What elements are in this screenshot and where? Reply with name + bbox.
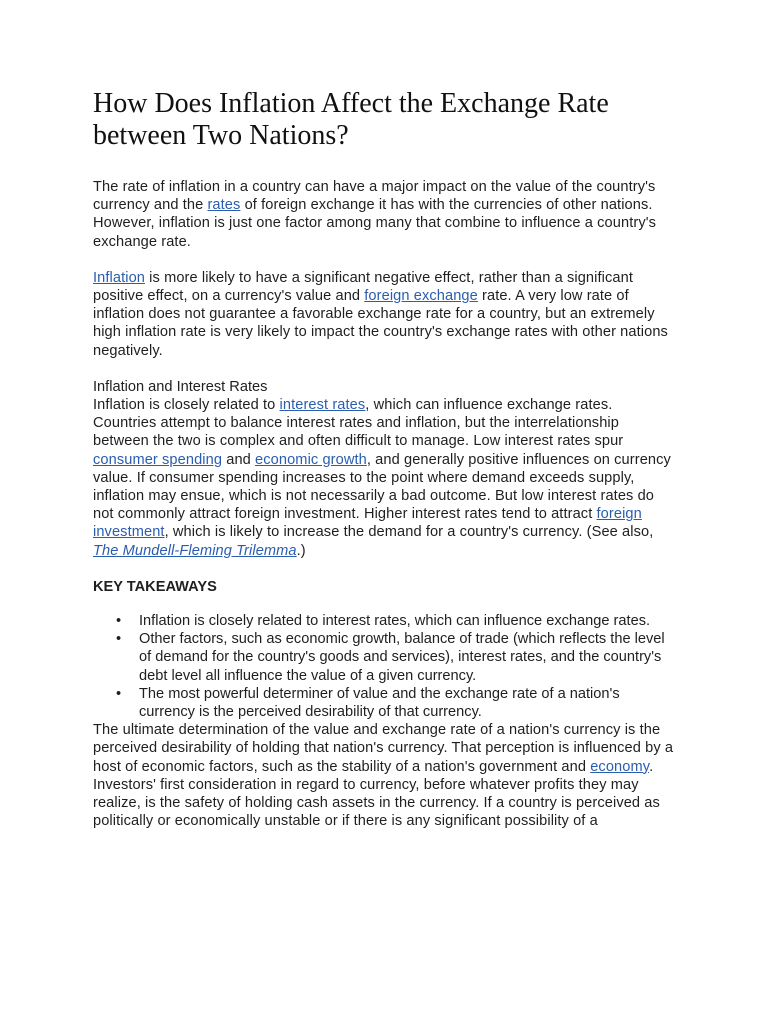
bullet-icon: • — [116, 631, 122, 648]
bullet-icon: • — [116, 685, 122, 702]
economy-link[interactable]: economy — [590, 758, 650, 775]
section-heading: Inflation and Interest Rates — [93, 378, 268, 395]
key-takeaways-list — [93, 612, 675, 721]
final-paragraph: The ultimate determination of the value and exchange rate of a nation's currency is the perceived desirability of holding that nation's currency. That perception is influenced by a host of economic factors, such as the stability of a nation's government and economy. Investors' first consideration in regard to currency, before whatever profits they may realize, is the safety of holding cash assets in the currency. If a country is perceived as politically or economically unstable or if there is any significant possibility of a — [93, 722, 674, 830]
list-item: • Inflation is closely related to interest rates, which can influence exchange rates. — [116, 613, 651, 630]
list-item: • The most powerful determiner of value and the exchange rate of a nation's currency is the perceived desirability of that currency. — [116, 685, 620, 721]
inflation-paragraph: Inflation is more likely to have a significant negative effect, rather than a significant positive effect, on a currency's value and foreign exchange rate. A very low rate of inflation does not guarantee a favorable exchange rate for a country, but an extremely high inflation rate is very likely to impact the country's exchange rates with other nations negatively. — [93, 269, 668, 359]
foreign-exchange-link[interactable]: foreign exchange — [364, 288, 478, 305]
list-item: • Other factors, such as economic growth, balance of trade (which reflects the level of demand for the country's goods and services), interest rates, and the country's debt level all influence the value of a given currency. — [116, 631, 665, 684]
rates-link[interactable]: rates — [207, 197, 241, 214]
key-takeaways-heading: KEY TAKEAWAYS — [93, 578, 217, 595]
inflation-link[interactable]: Inflation — [93, 269, 146, 286]
mundell-fleming-link[interactable]: The Mundell-Fleming Trilemma — [93, 542, 297, 559]
bullet-icon: • — [116, 613, 122, 630]
intro-paragraph: The rate of inflation in a country can have a major impact on the value of the country's currency and the rates of foreign exchange it has with the currencies of other nations. However, inflation is just one factor among many that combine to influence a country's exchange rate. — [93, 179, 656, 250]
consumer-spending-link[interactable]: consumer spending — [93, 451, 223, 468]
economic-growth-link[interactable]: economic growth — [255, 451, 367, 468]
interest-rates-paragraph: Inflation is closely related to interest rates, which can influence exchange rates. Countries attempt to balance interest rates and inflation, but the interrelationship between the two is complex and often difficult to manage. Low interest rates spur consumer spending and economic growth, and generally positive influences on currency value. If consumer spending increases to the point where demand exceeds supply, inflation may ensue, which is not necessarily a bad outcome. But low interest rates do not commonly attract foreign investment. Higher interest rates tend to attract foreign investment, which is likely to increase the demand for a country's currency. (See also, The Mundell-Fleming Trilemma.) — [93, 397, 671, 559]
foreign-investment-link[interactable]: foreign investment — [93, 506, 642, 541]
article-title: How Does Inflation Affect the Exchange Rate between Two Nations? — [93, 88, 609, 151]
interest-rates-link[interactable]: interest rates — [279, 397, 366, 414]
